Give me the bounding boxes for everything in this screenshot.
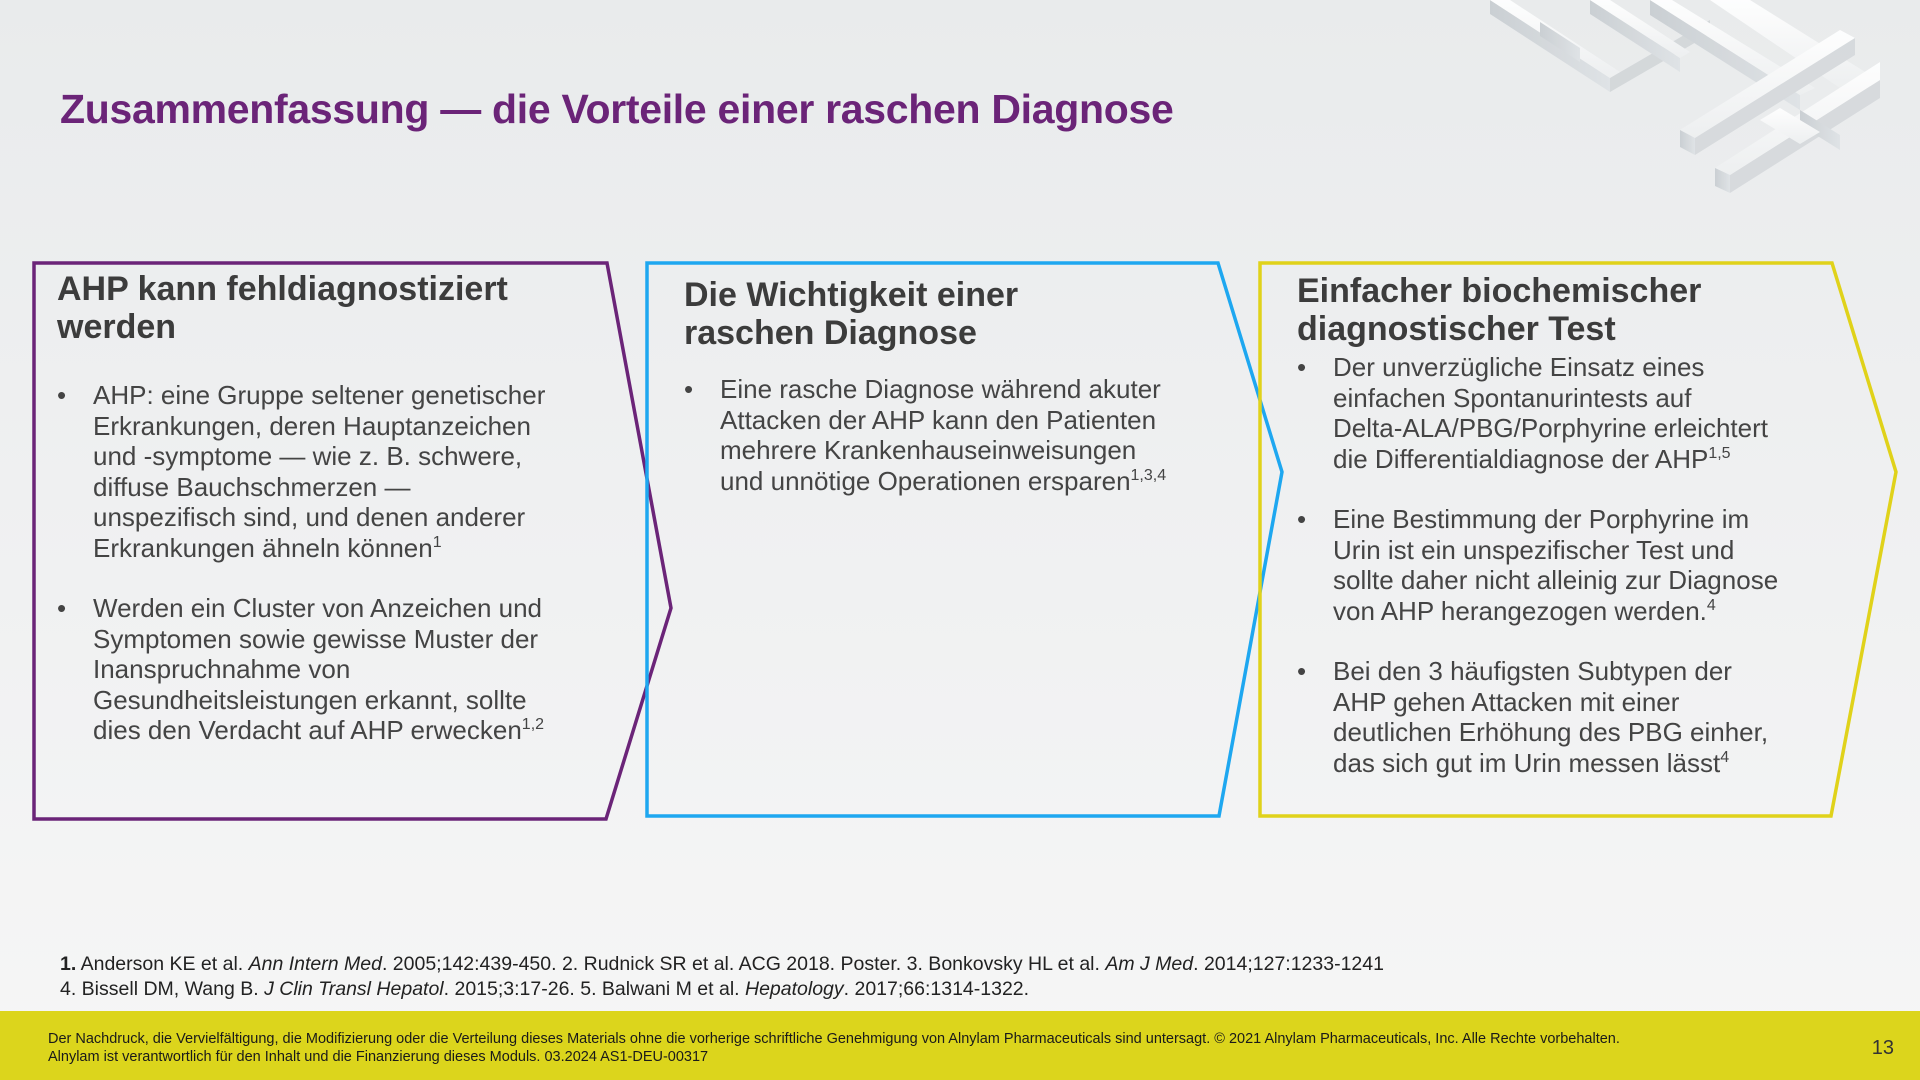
bullet-dot: • xyxy=(684,374,694,404)
box-heading: Einfacher biochemischer diagnostischer Test xyxy=(1297,272,1702,348)
page-title: Zusammenfassung — die Vorteile einer raschen Diagnose xyxy=(60,86,1174,132)
list-item: • Bei den 3 häufigsten Subtypen der AHP gehen Attacken mit einer deutlichen Erhöhung des PBG einher, das sich gut im Urin messen lässt$^4$ xyxy=(1297,656,1769,778)
bullet-dot: • xyxy=(1297,656,1307,686)
box-test xyxy=(1297,272,1857,808)
list-item: • Der unverzügliche Einsatz eines einfachen Spontanurintests auf Delta-ALA/PBG/Porphyrine erleichtert die Differentialdiagnose der AHP$^{1,5}$ xyxy=(1297,352,1768,474)
footnote-ref: 4 xyxy=(1706,596,1716,614)
bullet-list xyxy=(1297,352,1857,778)
list-item: • Eine Bestimmung der Porphyrine im Urin ist ein unspezifischer Test und sollte daher nicht alleinig zur Diagnose von AHP herangezogen werden.$^4$ xyxy=(1297,504,1779,626)
bullet-list xyxy=(57,380,637,746)
reference-line-1: 1. Anderson KE et al. Ann Intern Med. 2005;142:439-450. 2. Rudnick SR et al. ACG 2018. Poster. 3. Bonkovsky HL et al. Am J Med. 2014;127:1233-1241 xyxy=(60,953,1384,975)
list-item: • AHP: eine Gruppe seltener genetischer Erkrankungen, deren Hauptanzeichen und -symptome — wie z. B. schwere, diffuse Bauchschmerzen — unspezifisch sind, und denen anderer Erkrankungen ähneln können$^1$ xyxy=(57,380,546,563)
footnote-ref: 1,5 xyxy=(1708,444,1731,462)
box-heading: AHP kann fehldiagnostiziert werden xyxy=(57,270,508,346)
maze-image xyxy=(1280,0,1880,215)
footnote-ref: 1,2 xyxy=(521,716,545,733)
reference-line-2: 4. Bissell DM, Wang B. J Clin Transl Hepatol. 2015;3:17-26. 5. Balwani M et al. Hepatology. 2017;66:1314-1322. xyxy=(60,978,1030,1000)
footnote-ref: 4 xyxy=(1720,748,1730,766)
bullet-dot: • xyxy=(1297,504,1307,534)
box-importance xyxy=(684,276,1244,526)
page-number: 13 xyxy=(1871,1037,1894,1059)
list-item: • Eine rasche Diagnose während akuter Attacken der AHP kann den Patienten mehrere Krankenhauseinweisungen und unnötige Operationen ersparen$^{1,3,4}$ xyxy=(684,374,1167,496)
footnote-ref: 1,3,4 xyxy=(1130,466,1167,484)
footnote-ref: 1 xyxy=(432,533,442,551)
footer-legal-text: Der Nachdruck, die Vervielfältigung, die Modifizierung oder die Verteilung dieses Materials ohne die vorherige schriftliche Genehmigung von Alnylam Pharmaceuticals sind untersagt. © 2021 Alnylam Pharmaceuticals, Inc. Alle Rechte vorbehalten. Alnylam ist verantwortlich für den Inhalt und die Finanzierung dieses Moduls. 03.2024 AS1-DEU-00317 xyxy=(48,1031,1620,1065)
bullet-dot: • xyxy=(57,593,67,623)
bullet-dot: • xyxy=(1297,352,1307,382)
list-item: • Werden ein Cluster von Anzeichen und Symptomen sowie gewisse Muster der Inanspruchnahme von Gesundheitsleistungen erkannt, sollte dies den Verdacht auf AHP erwecken$^{1,2}$ xyxy=(57,593,545,745)
references xyxy=(60,952,1384,1002)
bullet-list xyxy=(684,374,1244,496)
box-misdiagnosis xyxy=(57,270,637,776)
box-heading: Die Wichtigkeit einer raschen Diagnose xyxy=(684,276,1019,352)
bullet-dot: • xyxy=(57,380,67,410)
footer-bar xyxy=(0,1011,1920,1080)
